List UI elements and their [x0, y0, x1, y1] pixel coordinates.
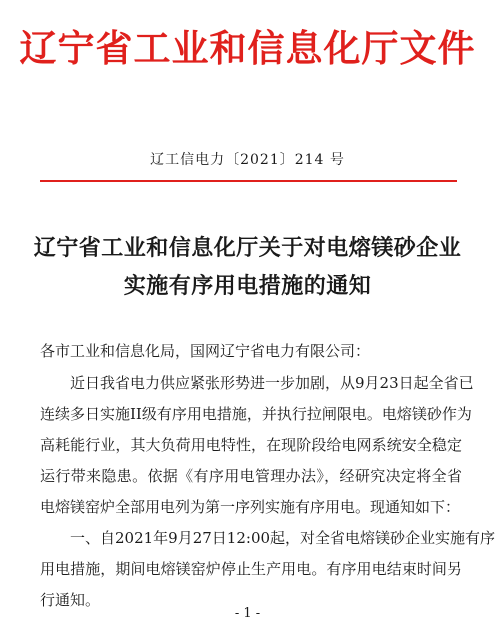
document-title — [0, 229, 495, 305]
body-line: 连续多日实施II级有序用电措施，并执行拉闸限电。电熔镁砂作为 — [40, 405, 472, 423]
document-number: 辽工信电力〔2021〕214 号 — [150, 152, 345, 168]
page-number: - 1 - — [234, 606, 261, 621]
salutation: 各市工业和信息化局，国网辽宁省电力有限公司： — [40, 342, 371, 360]
issuer-header: 辽宁省工业和信息化厅文件 — [19, 26, 476, 70]
body-line: 运行带来隐患。依据《有序用电管理办法》，经研究决定将全省 — [40, 467, 462, 485]
body-line: 行通知。 — [40, 591, 101, 609]
body-line: 一、自2021年9月27日12:00起，对全省电熔镁砂企业实施有序 — [70, 529, 495, 547]
title-line-1: 辽宁省工业和信息化厅关于对电熔镁砂企业 — [33, 235, 462, 261]
body-text — [40, 368, 495, 616]
body-line: 用电措施，期间电熔镁窑炉停止生产用电。有序用电结束时间另 — [40, 560, 462, 578]
body-line: 电熔镁窑炉全部用电列为第一序列实施有序用电。现通知如下： — [40, 498, 461, 516]
red-divider-line — [40, 180, 457, 182]
body-line: 近日我省电力供应紧张形势进一步加剧，从9月23日起全省已 — [70, 374, 474, 392]
body-line: 高耗能行业，其大负荷用电特性，在现阶段给电网系统安全稳定 — [40, 436, 462, 454]
title-line-2: 实施有序用电措施的通知 — [123, 273, 372, 299]
